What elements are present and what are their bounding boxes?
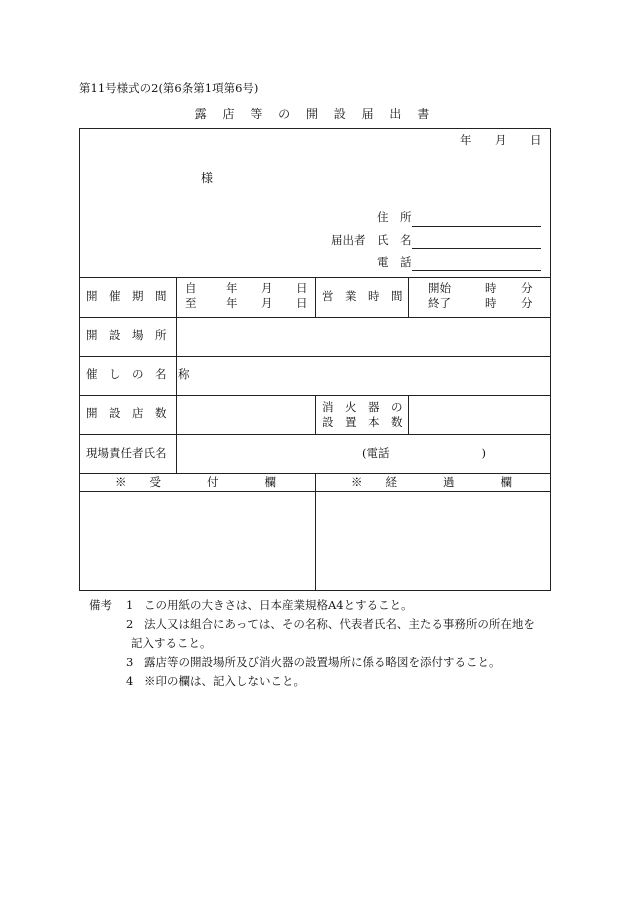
period-from-day: 日 xyxy=(296,281,308,295)
note-4-text: ※印の欄は、記入しないこと。 xyxy=(144,674,305,688)
phone-label: 電 話 xyxy=(377,255,412,269)
note-3-num: 3 xyxy=(126,655,134,669)
note-2-text-cont: 記入すること。 xyxy=(131,636,212,650)
end-hour: 時 xyxy=(485,296,497,310)
note-2-num: 2 xyxy=(126,617,134,631)
form-id: 第11号様式の2(第6条第1項第6号) xyxy=(79,81,259,95)
period-from-label: 自 xyxy=(185,281,197,295)
addressee-suffix: 様 xyxy=(201,171,214,185)
period-from-year: 年 xyxy=(226,281,238,295)
reception-header: ※ 受 付 欄 xyxy=(115,475,276,489)
start-hour: 時 xyxy=(485,281,497,295)
venue-label: 開 設 場 所 xyxy=(86,328,167,342)
start-minute: 分 xyxy=(521,281,533,295)
name-label: 氏 名 xyxy=(377,233,412,247)
event-name-field[interactable] xyxy=(177,357,550,395)
address-label: 住 所 xyxy=(377,210,412,224)
note-1-text: この用紙の大きさは、日本産業規格A4とすること。 xyxy=(144,598,413,612)
notifier-label: 届出者 xyxy=(331,233,366,247)
extinguisher-count-field[interactable] xyxy=(409,396,550,434)
shop-count-label: 開 設 店 数 xyxy=(86,406,167,420)
event-name-label: 催 し の 名 称 xyxy=(86,367,190,381)
note-3-text: 露店等の開設場所及び消火器の設置場所に係る略図を添付すること。 xyxy=(144,655,501,669)
period-to-year: 年 xyxy=(226,296,238,310)
venue-field[interactable] xyxy=(177,318,550,356)
start-label: 開始 xyxy=(428,281,451,295)
manager-phone: (電話 ) xyxy=(362,446,486,460)
form-title: 露 店 等 の 開 設 届 出 書 xyxy=(194,107,436,121)
note-1-num: 1 xyxy=(126,598,134,612)
manager-label: 現場責任者氏名 xyxy=(86,446,167,460)
address-line[interactable] xyxy=(412,226,541,227)
business-hours-label: 営 業 時 間 xyxy=(322,289,403,303)
end-minute: 分 xyxy=(521,296,533,310)
date-year: 年 xyxy=(460,133,472,147)
extinguisher-label-line1: 消 火 器 の xyxy=(322,400,403,414)
end-label: 終了 xyxy=(428,296,451,310)
period-label: 開 催 期 間 xyxy=(86,289,167,303)
progress-box xyxy=(316,492,550,590)
notes-label: 備考 xyxy=(89,598,112,612)
name-line[interactable] xyxy=(412,248,541,249)
date-month: 月 xyxy=(495,133,507,147)
progress-header: ※ 経 過 欄 xyxy=(351,475,512,489)
note-4-num: 4 xyxy=(126,674,134,688)
period-to-day: 日 xyxy=(296,296,308,310)
note-2-text: 法人又は組合にあっては、その名称、代表者氏名、主たる事務所の所在地を xyxy=(144,617,535,631)
phone-line[interactable] xyxy=(412,270,541,271)
date-day: 日 xyxy=(530,133,542,147)
period-from-month: 月 xyxy=(261,281,273,295)
period-to-month: 月 xyxy=(261,296,273,310)
reception-box xyxy=(80,492,315,590)
period-to-label: 至 xyxy=(185,296,197,310)
shop-count-field[interactable] xyxy=(177,396,315,434)
extinguisher-label-line2: 設 置 本 数 xyxy=(322,415,403,429)
